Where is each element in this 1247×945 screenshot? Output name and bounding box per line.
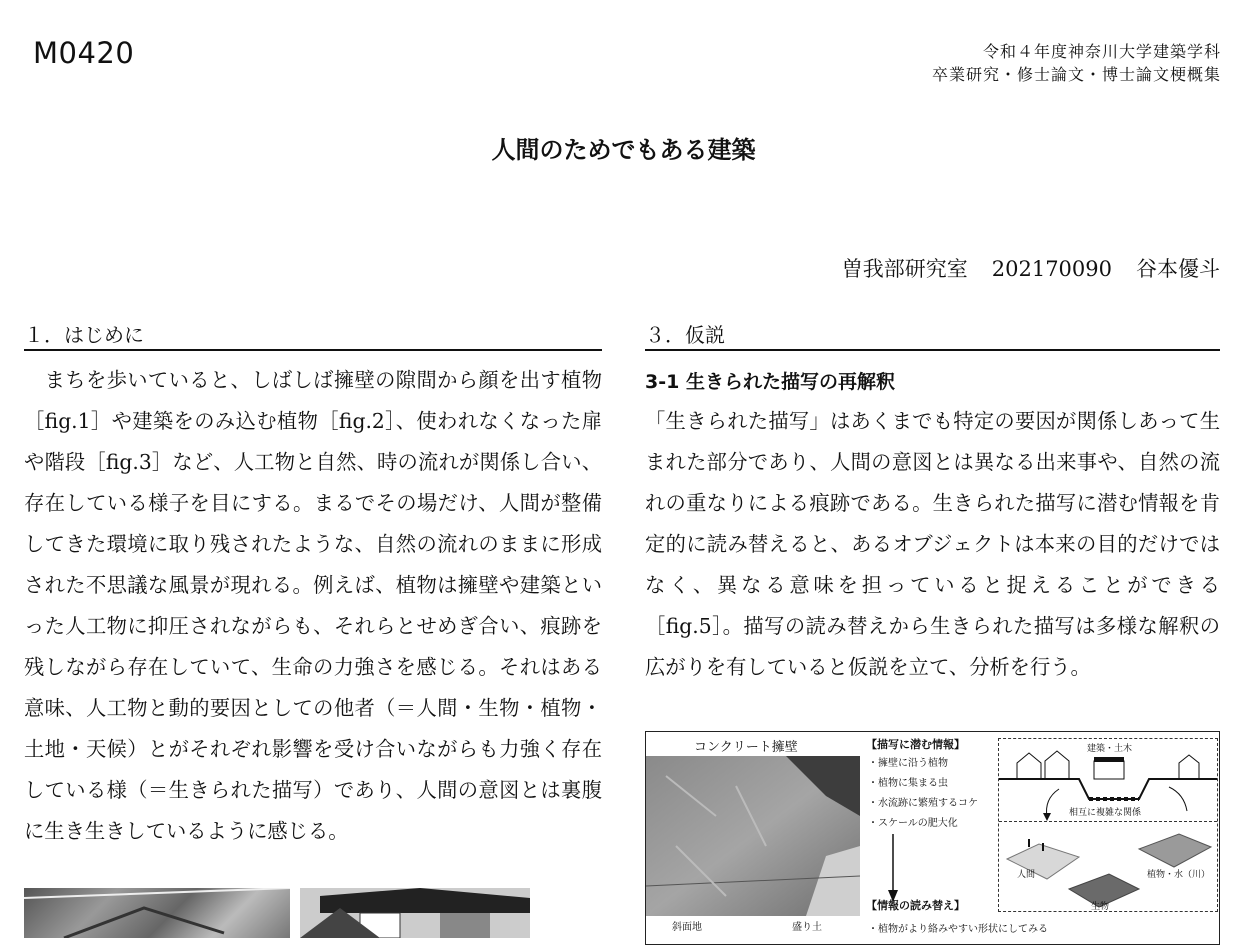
fig5-diagram-plant-label: 植物・水（川）: [1147, 870, 1211, 880]
section-3-heading: ３．仮説: [645, 325, 1220, 351]
author-name: 谷本優斗: [1136, 257, 1220, 281]
fig5-slope-label: 斜面地: [672, 922, 702, 933]
conference-name: [932, 40, 1221, 86]
fig5-info-item-4: ・スケールの肥大化: [868, 818, 958, 829]
fig2-building: [300, 888, 600, 938]
author-line: [842, 253, 1220, 283]
fig5-diagram-relation-label: 相互に複雑な関係: [1069, 808, 1142, 818]
fig5-diagram-drawing: [999, 739, 1217, 911]
conference-line-1: 令和４年度神奈川大学建築学科: [982, 42, 1221, 61]
fig1-texture: [24, 888, 290, 938]
fig5-photo-label: コンクリート擁壁: [694, 740, 798, 755]
section-1-body: まちを歩いていると、しばしば擁壁の隙間から顔を出す植物［fig.1］や建築をのみ込む植物［fig.2］、使われなくなった扉や階段［fig.3］など、人工物と自然、時の流れが関係し合い、存在している様子を目にする。まるでその場だけ、人間が整備してきた環境に取り残されたような、自然の流れのままに形成された不思議な風景が現れる。例えば、植物は擁壁や建築といった人工物に抑圧されながらも、それらとせめぎ合い、痕跡を残しながら存在していて、生命の力強さを感じる。それはある意味、人工物と動的要因としての他者（＝人間・生物・植物・土地・天候）とがそれぞれ影響を受け合いながらも力強く存在している様（＝生きられた描写）であり、人間の意図とは裏腹に生き生きしているように感じる。: [24, 368, 602, 843]
fig5-info-heading: [866, 736, 965, 752]
fig1-photo: [24, 888, 290, 938]
author-lab: 曽我部研究室: [841, 257, 968, 281]
author-id: 202170090: [991, 257, 1112, 281]
fig5-arrow-down-icon: [886, 834, 900, 904]
fig5-reread-item: ・植物がより絡みやすい形状にしてみる: [868, 924, 1048, 935]
fig5-reread-heading: [866, 897, 965, 913]
fig5-info-item-3: ・水流跡に繁殖するコケ: [868, 798, 978, 809]
fig5-fill-label: 盛り土: [792, 922, 822, 933]
fig5-diagram-top-label: 建築・土木: [1087, 744, 1133, 754]
fig5-diagram: [998, 738, 1218, 912]
paper-code: M0420: [33, 36, 135, 70]
fig5-info-item-1: ・擁壁に沿う植物: [868, 758, 948, 769]
fig5-wall-photo: [646, 756, 860, 916]
fig2-photo: [300, 888, 600, 938]
paper-title: 人間のためでもある建築: [491, 136, 756, 164]
fig5-info-heading-text: 【描写に潜む情報】: [866, 738, 965, 751]
fig5-reread-heading-text: 【情報の読み替え】: [866, 899, 965, 912]
conference-line-2: 卒業研究・修士論文・博士論文梗概集: [931, 65, 1221, 84]
section-3-body: 「生きられた描写」はあくまでも特定の要因が関係しあって生まれた部分であり、人間の意図とは異なる出来事や、自然の流れの重なりによる痕跡である。生きられた描写に潜む情報を肯定的に読み替えると、あるオブジェクトは本来の目的だけではなく、異なる意味を担っていると捉えることができる［fig.5］。描写の読み替えから生きられた描写は多様な解釈の広がりを有していると仮説を立て、分析を行う。: [645, 409, 1220, 679]
section-1-heading: １．はじめに: [24, 325, 602, 351]
fig5-info-item-2: ・植物に集まる虫: [868, 778, 948, 789]
fig5-figure: [645, 731, 1220, 945]
fig5-diagram-human-label: 人間: [1017, 870, 1036, 880]
section-3-1-heading: 3-1 生きられた描写の再解釈: [645, 371, 895, 393]
fig5-diagram-creature-label: 生物: [1091, 902, 1110, 912]
